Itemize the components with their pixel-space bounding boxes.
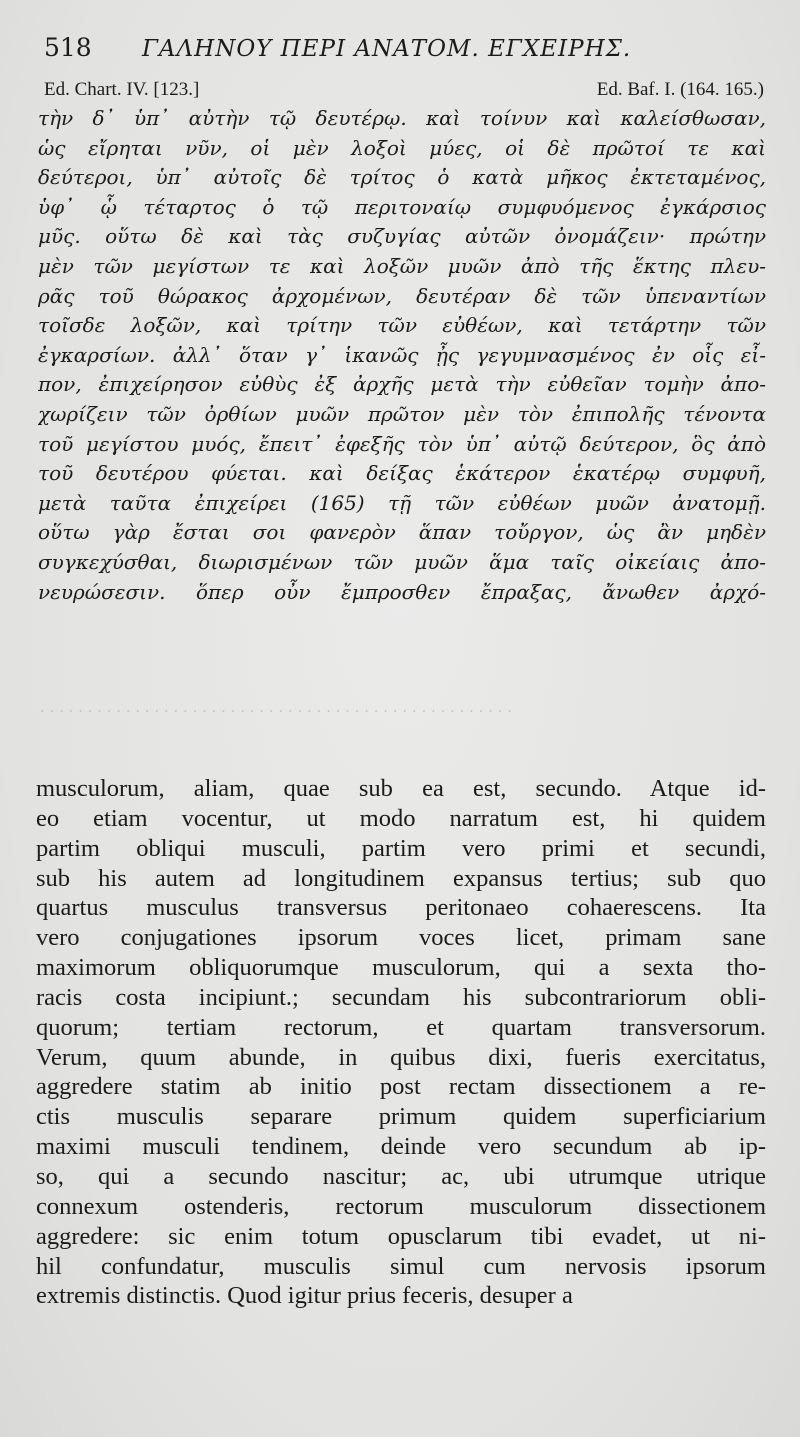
greek-line: ὑφ᾽ ᾧ τέταρτος ὁ τῷ περιτοναίῳ συμφυόμενος ἐγκάρσιος (38, 194, 766, 219)
greek-line: τοῦ μεγίστου μυός, ἔπειτ᾽ ἐφεξῆς τὸν ὑπ᾽ αὐτῷ δεύτερον, ὃς ἀπὸ (38, 431, 766, 456)
running-head (44, 30, 764, 66)
edition-chart-reference: Ed. Chart. IV. [123.] (44, 79, 200, 100)
latin-line: musculorum, aliam, quae sub ea est, secundo. Atque id- (36, 775, 766, 802)
edition-reference-line (44, 76, 764, 104)
greek-line: τὴν δ᾽ ὑπ᾽ αὐτὴν τῷ δευτέρῳ. καὶ τοίνυν καὶ καλείσθωσαν, (38, 106, 766, 130)
latin-line: racis costa incipiunt.; secundam his subcontrariorum obli- (36, 983, 766, 1011)
greek-line: μὲν τῶν μεγίστων τε καὶ λοξῶν μυῶν ἀπὸ τῆς ἕκτης πλευ- (38, 253, 766, 278)
greek-line: μετὰ ταῦτα ἐπιχείρει (165) τῇ τῶν εὐθέων μυῶν ἀνατομῇ. (38, 490, 766, 515)
latin-line: partim obliqui musculi, partim vero primi et secundi, (36, 834, 766, 862)
latin-line: extremis distinctis. Quod igitur prius feceris, desuper a (36, 1282, 573, 1310)
latin-line: connexum ostenderis, rectorum musculorum dissectionem (36, 1192, 766, 1220)
latin-line: hil confundatur, musculis simul cum nervosis ipsorum (36, 1252, 766, 1280)
page-number: 518 (44, 33, 92, 62)
latin-line: quartus musculus transversus peritonaeo cohaerescens. Ita (36, 894, 766, 922)
latin-text-block (36, 774, 766, 1311)
latin-line: eo etiam vocentur, ut modo narratum est, hi quidem (36, 804, 766, 832)
greek-line: νευρώσεσιν. ὅπερ οὖν ἔμπροσθεν ἔπραξας, ἄνωθεν ἀρχό- (38, 579, 766, 604)
greek-line: τοῦ δευτέρου φύεται. καὶ δείξας ἑκάτερον ἑκατέρῳ συμφυῆ, (38, 461, 766, 486)
greek-line: ρᾶς τοῦ θώρακος ἀρχομένων, δευτέραν δὲ τῶν ὑπεναντίων (38, 283, 766, 308)
latin-line: vero conjugationes ipsorum voces licet, primam sane (36, 924, 766, 952)
greek-line: χωρίζειν τῶν ὀρθίων μυῶν πρῶτον μὲν τὸν ἐπιπολῆς τένοντα (38, 401, 766, 426)
latin-line: Verum, quum abunde, in quibus dixi, fueris exercitatus, (36, 1043, 766, 1071)
running-title: ΓΑΛΗΝΟΥ ΠΕΡΙ ΑΝΑΤΟΜ. ΕΓΧΕΙΡΗΣ. (141, 36, 632, 62)
greek-text-block (38, 104, 766, 607)
greek-line: δεύτεροι, ὑπ᾽ αὐτοῖς δὲ τρίτος ὁ κατὰ μῆκος ἐκτεταμένος, (38, 165, 766, 190)
latin-line: so, qui a secundo nascitur; ac, ubi utrumque utrique (36, 1162, 766, 1190)
greek-line: πον, ἐπιχείρησον εὐθὺς ἐξ ἀρχῆς μετὰ τὴν εὐθεῖαν τομὴν ἀπο- (38, 372, 766, 397)
latin-line: aggredere: sic enim totum opusclarum tibi evadet, ut ni- (36, 1222, 766, 1250)
bleed-through-text: · · · · · · · · · · · · · · · · · · · · · · · · · · · · · · · · · · · · · · · · · · · · · · · · · · (40, 702, 513, 720)
latin-line: ctis musculis separare primum quidem superficiarium (36, 1103, 766, 1131)
greek-line: συγκεχύσθαι, διωρισμένων τῶν μυῶν ἅμα ταῖς οἰκείαις ἀπο- (38, 549, 766, 574)
greek-line: τοῖσδε λοξῶν, καὶ τρίτην τῶν εὐθέων, καὶ τετάρτην τῶν (38, 313, 766, 338)
greek-line: μῦς. οὕτω δὲ καὶ τὰς συζυγίας αὐτῶν ὀνομάζειν· πρώτην (38, 224, 766, 249)
latin-line: maximorum obliquorumque musculorum, qui a sexta tho- (36, 954, 766, 982)
latin-line: maximi musculi tendinem, deinde vero secundum ab ip- (36, 1133, 766, 1161)
greek-line: ὡς εἴρηται νῦν, οἱ μὲν λοξοὶ μύες, οἱ δὲ πρῶτοί τε καὶ (38, 135, 766, 160)
latin-line: aggredere statim ab initio post rectam dissectionem a re- (36, 1073, 766, 1101)
latin-line: sub his autem ad longitudinem expansus tertius; sub quo (36, 864, 766, 892)
greek-line: ἐγκαρσίων. ἀλλ᾽ ὅταν γ᾽ ἱκανῶς ᾖς γεγυμνασμένος ἐν οἷς εἶ- (38, 342, 766, 367)
greek-line: οὕτω γὰρ ἔσται σοι φανερὸν ἅπαν τοὔργον, ὡς ἂν μηδὲν (38, 520, 766, 545)
latin-line: quorum; tertiam rectorum, et quartam transversorum. (36, 1013, 766, 1041)
edition-basel-reference: Ed. Baf. I. (164. 165.) (596, 79, 764, 100)
